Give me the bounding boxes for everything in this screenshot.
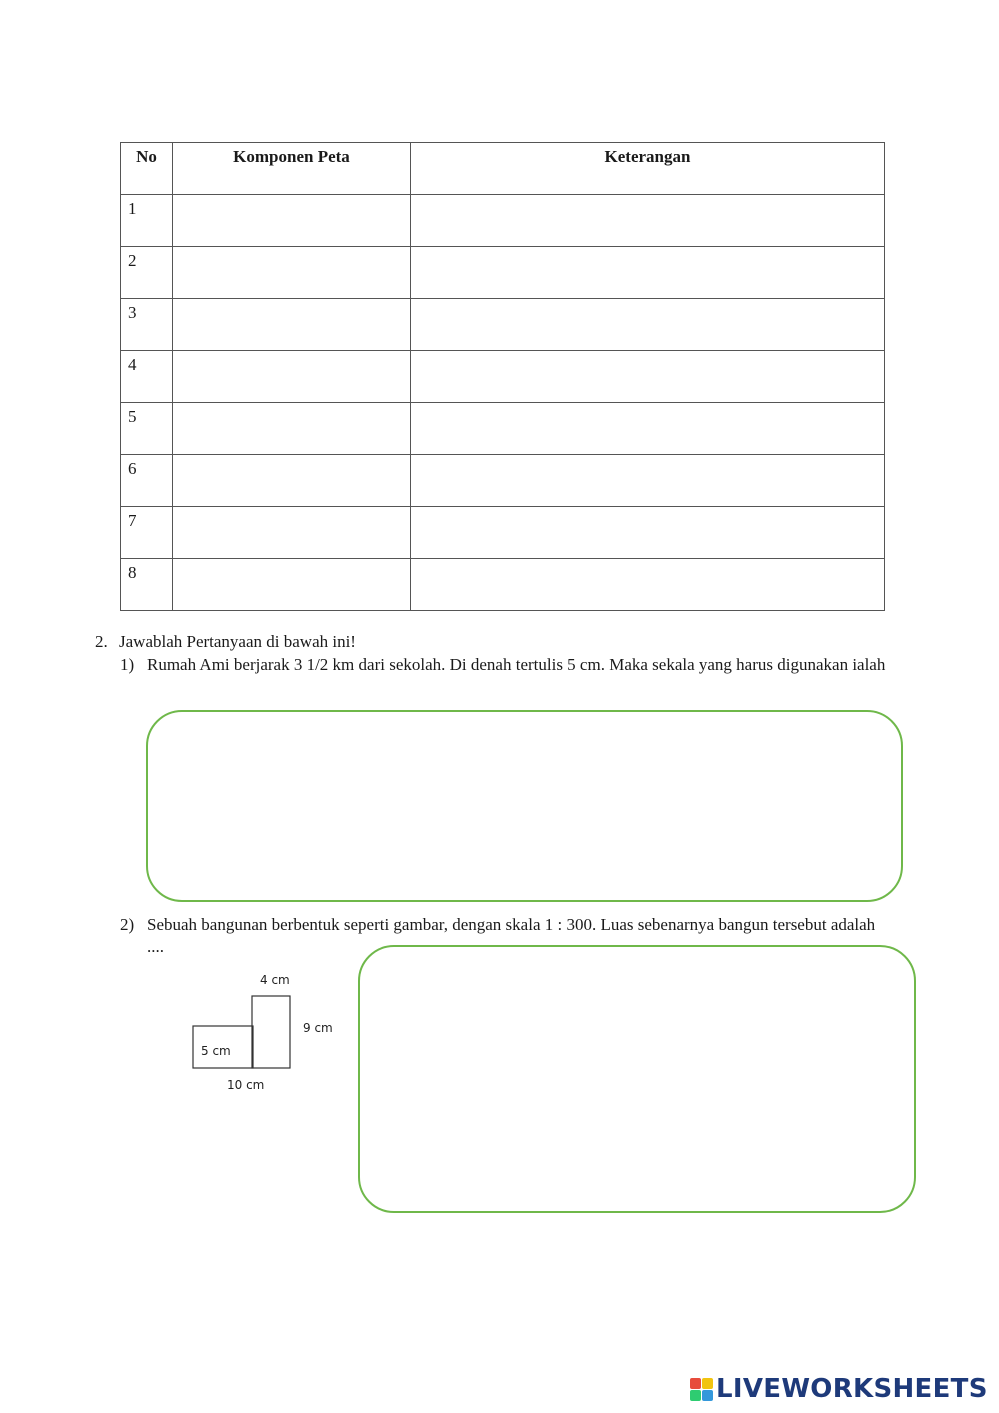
label-base-width: 10 cm: [227, 1078, 265, 1092]
section-title: Jawablah Pertanyaan di bawah ini!: [119, 632, 356, 651]
keterangan-cell-input[interactable]: [411, 195, 885, 247]
logo-square: [702, 1390, 713, 1401]
komponen-cell-input[interactable]: [173, 195, 411, 247]
header-keterangan: Keterangan: [411, 143, 885, 195]
keterangan-cell-input[interactable]: [411, 351, 885, 403]
komponen-cell-input[interactable]: [173, 455, 411, 507]
table-row: [121, 195, 885, 247]
logo-square: [690, 1378, 701, 1389]
building-shape-figure: [180, 968, 350, 1098]
table-row: [121, 507, 885, 559]
question-text: Rumah Ami berjarak 3 1/2 km dari sekolah. Di denah tertulis 5 cm. Maka sekala yang harus digunakan ialah: [147, 655, 886, 674]
header-no: No: [121, 143, 173, 195]
logo-square: [702, 1378, 713, 1389]
section-2-heading: [95, 632, 356, 652]
label-small-height: 5 cm: [201, 1044, 231, 1058]
komponen-cell-input[interactable]: [173, 351, 411, 403]
keterangan-cell-input[interactable]: [411, 247, 885, 299]
row-number: 4: [121, 351, 173, 403]
header-komponen-peta: Komponen Peta: [173, 143, 411, 195]
map-components-table: [120, 142, 885, 611]
komponen-cell-input[interactable]: [173, 507, 411, 559]
komponen-cell-input[interactable]: [173, 247, 411, 299]
label-top-width: 4 cm: [260, 973, 290, 987]
row-number: 1: [121, 195, 173, 247]
row-number: 6: [121, 455, 173, 507]
brand-name: LIVEWORKSHEETS: [716, 1374, 988, 1404]
logo-square: [690, 1390, 701, 1401]
table-row: [121, 247, 885, 299]
row-number: 7: [121, 507, 173, 559]
row-number: 2: [121, 247, 173, 299]
komponen-cell-input[interactable]: [173, 403, 411, 455]
komponen-cell-input[interactable]: [173, 299, 411, 351]
question-number: 1): [120, 655, 135, 674]
row-number: 8: [121, 559, 173, 611]
label-height: 9 cm: [303, 1021, 333, 1035]
liveworksheets-logo-icon: [690, 1378, 713, 1401]
tall-rectangle: [252, 996, 290, 1068]
keterangan-cell-input[interactable]: [411, 455, 885, 507]
komponen-cell-input[interactable]: [173, 559, 411, 611]
question-text: Sebuah bangunan berbentuk seperti gambar, dengan skala 1 : 300. Luas sebenarnya bangun tersebut adalah ....: [147, 915, 876, 956]
section-number: 2.: [95, 632, 108, 651]
liveworksheets-brand: [690, 1372, 988, 1406]
keterangan-cell-input[interactable]: [411, 299, 885, 351]
answer-box-1[interactable]: [146, 710, 903, 902]
row-number: 3: [121, 299, 173, 351]
table-row: [121, 455, 885, 507]
keterangan-cell-input[interactable]: [411, 403, 885, 455]
question-1: [120, 654, 890, 676]
table-header-row: [121, 143, 885, 195]
table-row: [121, 299, 885, 351]
question-number: 2): [120, 915, 135, 934]
keterangan-cell-input[interactable]: [411, 507, 885, 559]
row-number: 5: [121, 403, 173, 455]
keterangan-cell-input[interactable]: [411, 559, 885, 611]
table-row: [121, 403, 885, 455]
table-row: [121, 351, 885, 403]
table-row: [121, 559, 885, 611]
answer-box-2[interactable]: [358, 945, 916, 1213]
